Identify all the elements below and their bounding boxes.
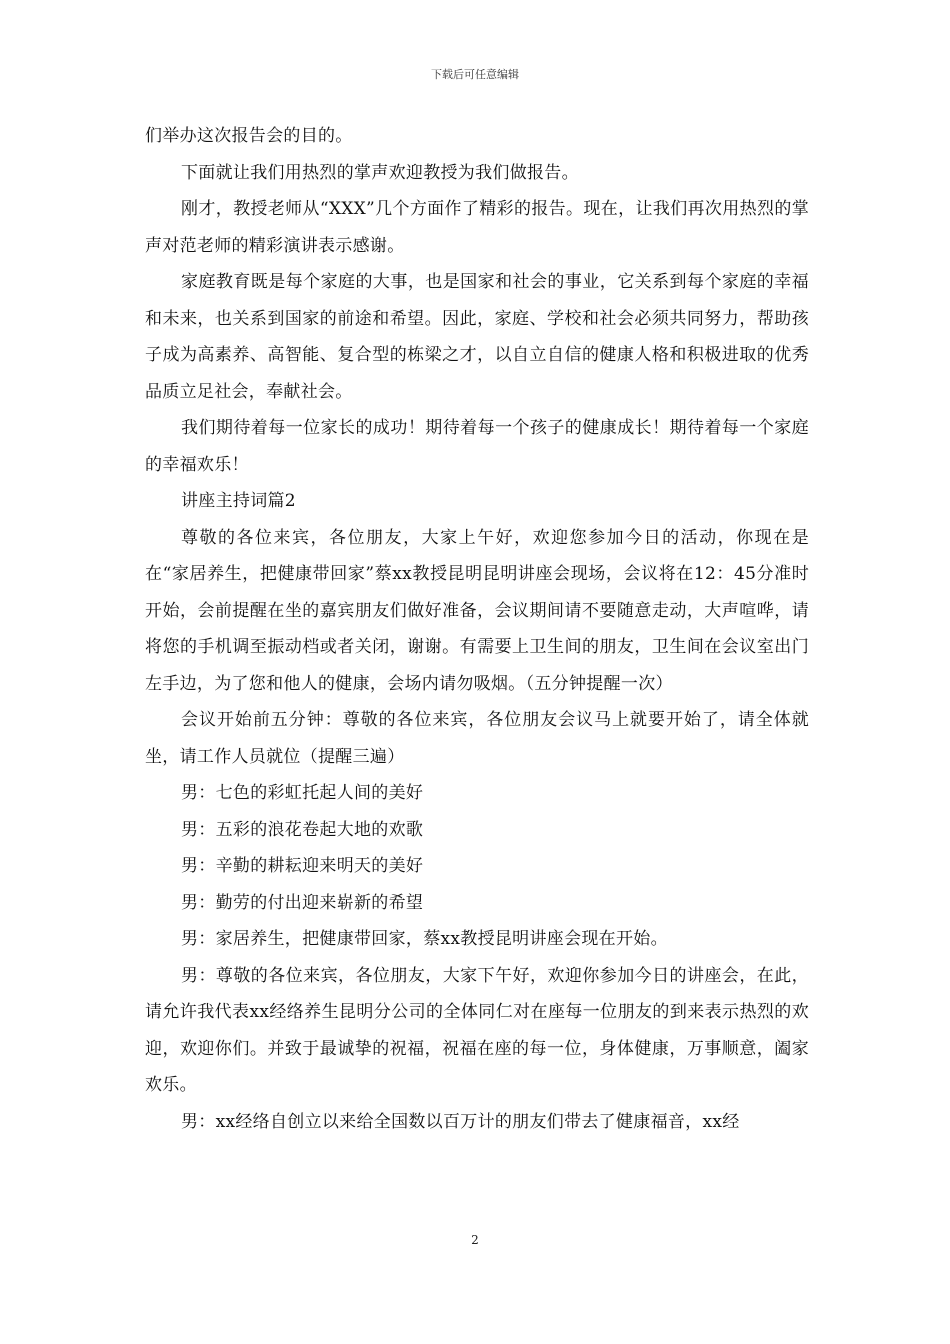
- document-body: [145, 118, 809, 1140]
- paragraph: 下面就让我们用热烈的掌声欢迎教授为我们做报告。: [181, 162, 579, 183]
- paragraph: 尊敬的各位来宾，各位朋友，大家上午好，欢迎您参加今日的活动，你现在是在“家居养生，把健康带回家”蔡xx教授昆明昆明讲座会现场，会议将在12：45分准时开始，会前提醒在坐的嘉宾朋友们做好准备，会议期间请不要随意走动，大声喧哗，请将您的手机调至振动档或者关闭，谢谢。有需要上卫生间的朋友，卫生间在会议室出门左手边，为了您和他人的健康，会场内请勿吸烟。（五分钟提醒一次）: [145, 527, 809, 694]
- page-header: 下载后可任意编辑: [431, 68, 519, 81]
- paragraph: 刚才，教授老师从“XXX”几个方面作了精彩的报告。现在，让我们再次用热烈的掌声对范老师的精彩演讲表示感谢。: [145, 199, 809, 256]
- paragraph: 男：xx经络自创立以来给全国数以百万计的朋友们带去了健康福音，xx经: [181, 1111, 740, 1132]
- paragraph: 们举办这次报告会的目的。: [145, 126, 353, 146]
- paragraph: 我们期待着每一位家长的成功！期待着每一个孩子的健康成长！期待着每一个家庭的幸福欢乐！: [145, 418, 809, 475]
- section-heading: 讲座主持词篇2: [181, 491, 296, 511]
- paragraph: 男：五彩的浪花卷起大地的欢歌: [181, 819, 424, 840]
- paragraph: 男：家居养生，把健康带回家，蔡xx教授昆明讲座会现在开始。: [181, 929, 668, 949]
- paragraph: 男：辛勤的耕耘迎来明天的美好: [181, 856, 424, 876]
- paragraph: 家庭教育既是每个家庭的大事，也是国家和社会的事业，它关系到每个家庭的幸福和未来，也关系到国家的前途和希望。因此，家庭、学校和社会必须共同努力，帮助孩子成为高素养、高智能、复合型的栋梁之才，以自立自信的健康人格和积极进取的优秀品质立足社会，奉献社会。: [145, 272, 809, 402]
- paragraph: 男：勤劳的付出迎来崭新的希望: [181, 892, 424, 913]
- paragraph: 会议开始前五分钟：尊敬的各位来宾，各位朋友会议马上就要开始了，请全体就坐，请工作人员就位（提醒三遍）: [145, 710, 809, 767]
- paragraph: 男：七色的彩虹托起人间的美好: [181, 783, 424, 803]
- paragraph: 男：尊敬的各位来宾，各位朋友，大家下午好，欢迎你参加今日的讲座会，在此，请允许我代表xx经络养生昆明分公司的全体同仁对在座每一位朋友的到来表示热烈的欢迎，欢迎你们。并致于最诚挚的祝福，祝福在座的每一位，身体健康，万事顺意，阖家欢乐。: [145, 965, 809, 1095]
- page-number: 2: [471, 1233, 479, 1247]
